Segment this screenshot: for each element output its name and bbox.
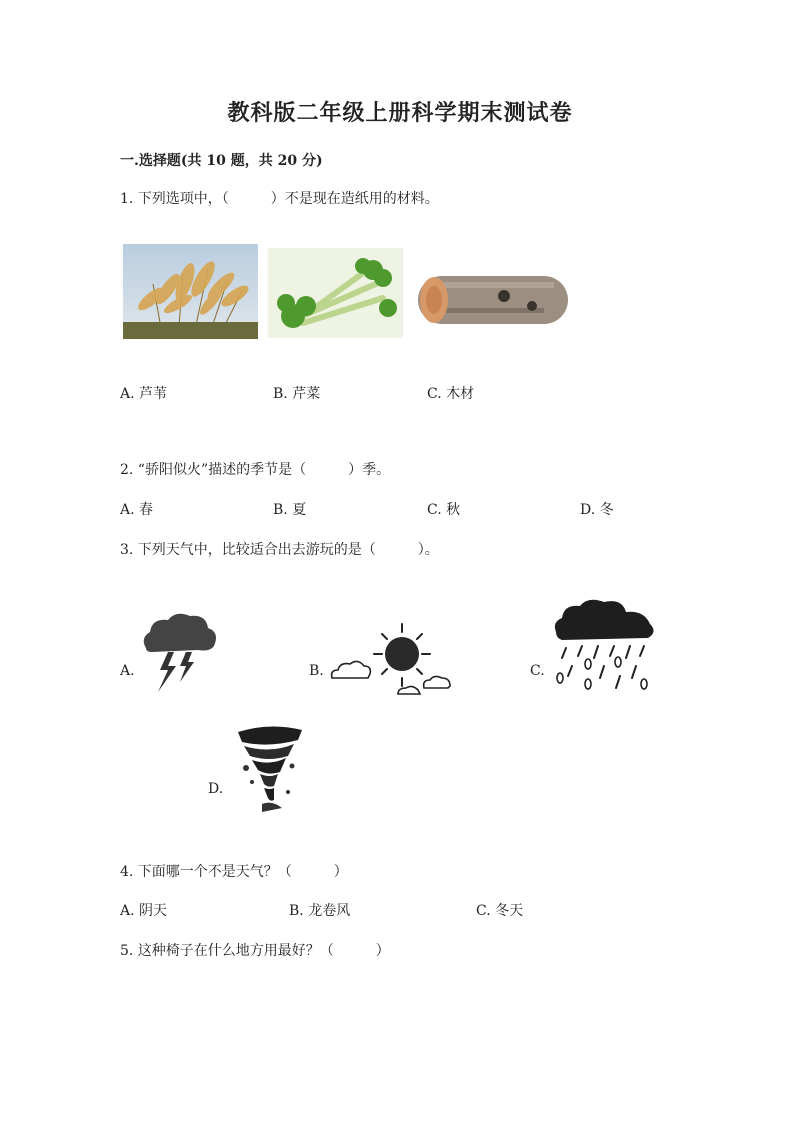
question-4: 4. 下面哪一个不是天气？（ ） [120,864,348,880]
q1-option-b: B. 芹菜 [273,386,321,402]
q2-option-c: C. 秋 [427,502,461,518]
q2-option-a: A. 春 [120,502,154,518]
reed-photo [123,244,258,339]
rain-icon [552,596,658,698]
question-1: 1. 下列选项中，（ ）不是现在造纸用的材料。 [120,191,439,207]
q1-option-c: C. 木材 [427,386,475,402]
page-title: 教科版二年级上册科学期末测试卷 [227,100,573,126]
q2-option-d: D. 冬 [580,502,614,518]
celery-photo [268,248,403,338]
q4-option-c: C. 冬天 [476,903,524,919]
tornado-icon [232,722,308,816]
q3-option-b: B. [309,663,324,679]
section-heading: 一.选择题(共 10 题，共 20 分) [120,153,323,169]
question-3: 3. 下列天气中，比较适合出去游玩的是（ ）。 [120,542,439,558]
q3-option-c: C. [530,663,545,679]
q2-option-b: B. 夏 [273,502,307,518]
q4-option-b: B. 龙卷风 [289,903,351,919]
q4-option-a: A. 阴天 [120,903,168,919]
question-2: 2. “骄阳似火”描述的季节是（ ）季。 [120,462,391,478]
thunderstorm-icon [138,608,220,698]
question-5: 5. 这种椅子在什么地方用最好？（ ） [120,943,390,959]
sunny-icon [328,622,454,696]
q3-option-d: D. [208,781,224,797]
q3-option-a: A. [120,663,135,679]
wood-log-photo [414,268,576,330]
q1-option-a: A. 芦苇 [120,386,168,402]
